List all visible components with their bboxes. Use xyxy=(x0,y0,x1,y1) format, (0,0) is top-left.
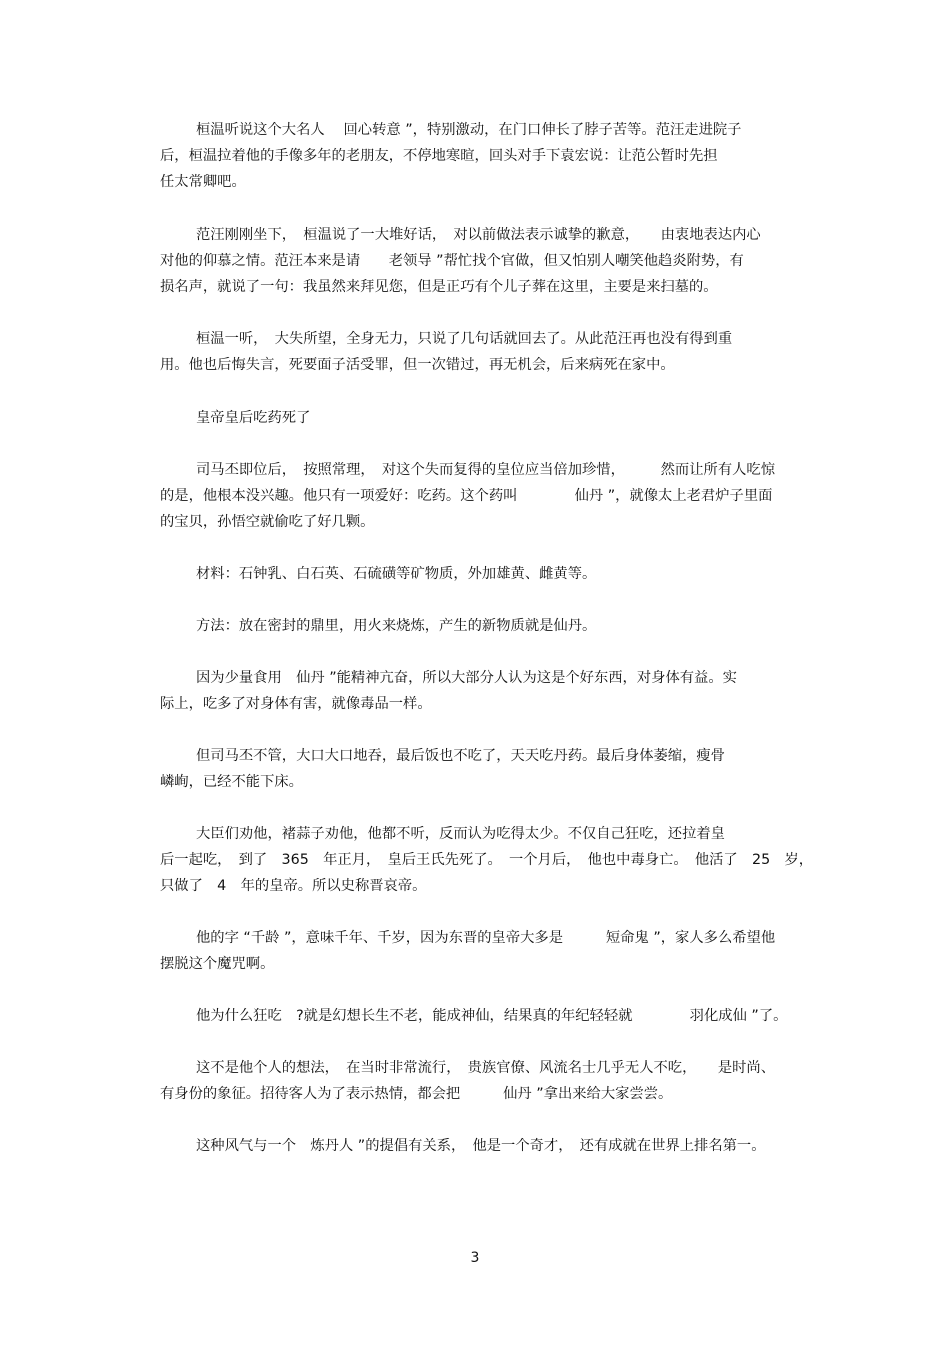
paragraph-13 xyxy=(160,1133,820,1159)
text-line: 司马丕即位后， 按照常理， 对这个失而复得的皇位应当倍加珍惜， 然而让所有人吃惊 xyxy=(196,462,776,478)
text-line: 有身份的象征。招待客人为了表示热情，都会把 仙丹 ”拿出来给大家尝尝。 xyxy=(160,1086,673,1102)
text-line: 他的字 “千龄 ”，意味千年、千岁，因为东晋的皇帝大多是 短命鬼 ”，家人多么希望他 xyxy=(196,930,776,946)
paragraph-7 xyxy=(160,665,820,717)
paragraph-9 xyxy=(160,821,820,899)
text-line: 这种风气与一个 炼丹人 ”的提倡有关系， 他是一个奇才， 还有成就在世界上排名第一。 xyxy=(196,1138,766,1154)
text-line: 摆脱这个魔咒啊。 xyxy=(160,956,275,972)
paragraph-4 xyxy=(160,457,820,535)
text-line: 这不是他个人的想法， 在当时非常流行， 贵族官僚、风流名士几乎无人不吃， 是时尚、 xyxy=(196,1060,776,1076)
text-line: 材料：石钟乳、白石英、石硫磺等矿物质，外加雄黄、雌黄等。 xyxy=(196,566,597,582)
text-line: 桓温一听， 大失所望，全身无力，只说了几句话就回去了。从此范汪再也没有得到重 xyxy=(196,331,733,347)
text-line: 的宝贝，孙悟空就偷吃了好几颗。 xyxy=(160,514,375,530)
paragraph-11 xyxy=(160,1003,820,1029)
text-line: 损名声，就说了一句：我虽然来拜见您，但是正巧有个儿子葬在这里，主要是来扫墓的。 xyxy=(160,279,718,295)
text-line: 大臣们劝他，褚蒜子劝他，他都不听，反而认为吃得太少。不仅自己狂吃，还拉着皇 xyxy=(196,826,725,842)
text-line: 范汪刚刚坐下， 桓温说了一大堆好话， 对以前做法表示诚挚的歉意， 由衷地表达内心 xyxy=(196,227,761,243)
text-line: 后一起吃， 到了 365 年正月， 皇后王氏先死了。 一个月后， 他也中毒身亡。 他活了 25 岁， xyxy=(160,852,814,868)
text-line: 但司马丕不管，大口大口地吞，最后饭也不吃了，天天吃丹药。最后身体萎缩，瘦骨 xyxy=(196,748,725,764)
text-line: 的是，他根本没兴趣。他只有一项爱好：吃药。这个药叫 仙丹 ”，就像太上老君炉子里面 xyxy=(160,488,773,504)
paragraph-10 xyxy=(160,925,820,977)
text-line: 际上，吃多了对身体有害，就像毒品一样。 xyxy=(160,696,432,712)
paragraph-6 xyxy=(160,613,820,639)
text-line: 他为什么狂吃 ?就是幻想长生不老，能成神仙，结果真的年纪轻轻就 羽化成仙 ”了。 xyxy=(196,1008,788,1024)
text-line: 只做了 4 年的皇帝。所以史称晋哀帝。 xyxy=(160,878,427,894)
paragraph-12 xyxy=(160,1055,820,1107)
section-heading xyxy=(160,405,820,431)
page-number: 3 xyxy=(470,1250,480,1266)
text-line: 方法：放在密封的鼎里，用火来烧炼，产生的新物质就是仙丹。 xyxy=(196,618,597,634)
text-line: 因为少量食用 仙丹 ”能精神亢奋，所以大部分人认为这是个好东西，对身体有益。实 xyxy=(196,670,737,686)
paragraph-5 xyxy=(160,561,820,587)
text-line: 用。他也后悔失言，死要面子活受罪，但一次错过，再无机会，后来病死在家中。 xyxy=(160,357,675,373)
heading-line: 皇帝皇后吃药死了 xyxy=(196,410,311,426)
paragraph-1 xyxy=(160,117,820,195)
text-line: 嶙峋，已经不能下床。 xyxy=(160,774,303,790)
paragraph-2 xyxy=(160,222,820,300)
text-line: 桓温听说这个大名人 回心转意 ”，特别激动，在门口伸长了脖子苦等。范汪走进院子 xyxy=(196,122,742,138)
text-line: 任太常卿吧。 xyxy=(160,174,246,190)
text-line: 后，桓温拉着他的手像多年的老朋友，不停地寒暄，回头对手下袁宏说：让范公暂时先担 xyxy=(160,148,718,164)
paragraph-8 xyxy=(160,743,820,795)
paragraph-3 xyxy=(160,326,820,378)
text-line: 对他的仰慕之情。范汪本来是请 老领导 ”帮忙找个官做，但又怕别人嘲笑他趋炎附势，有 xyxy=(160,253,744,269)
